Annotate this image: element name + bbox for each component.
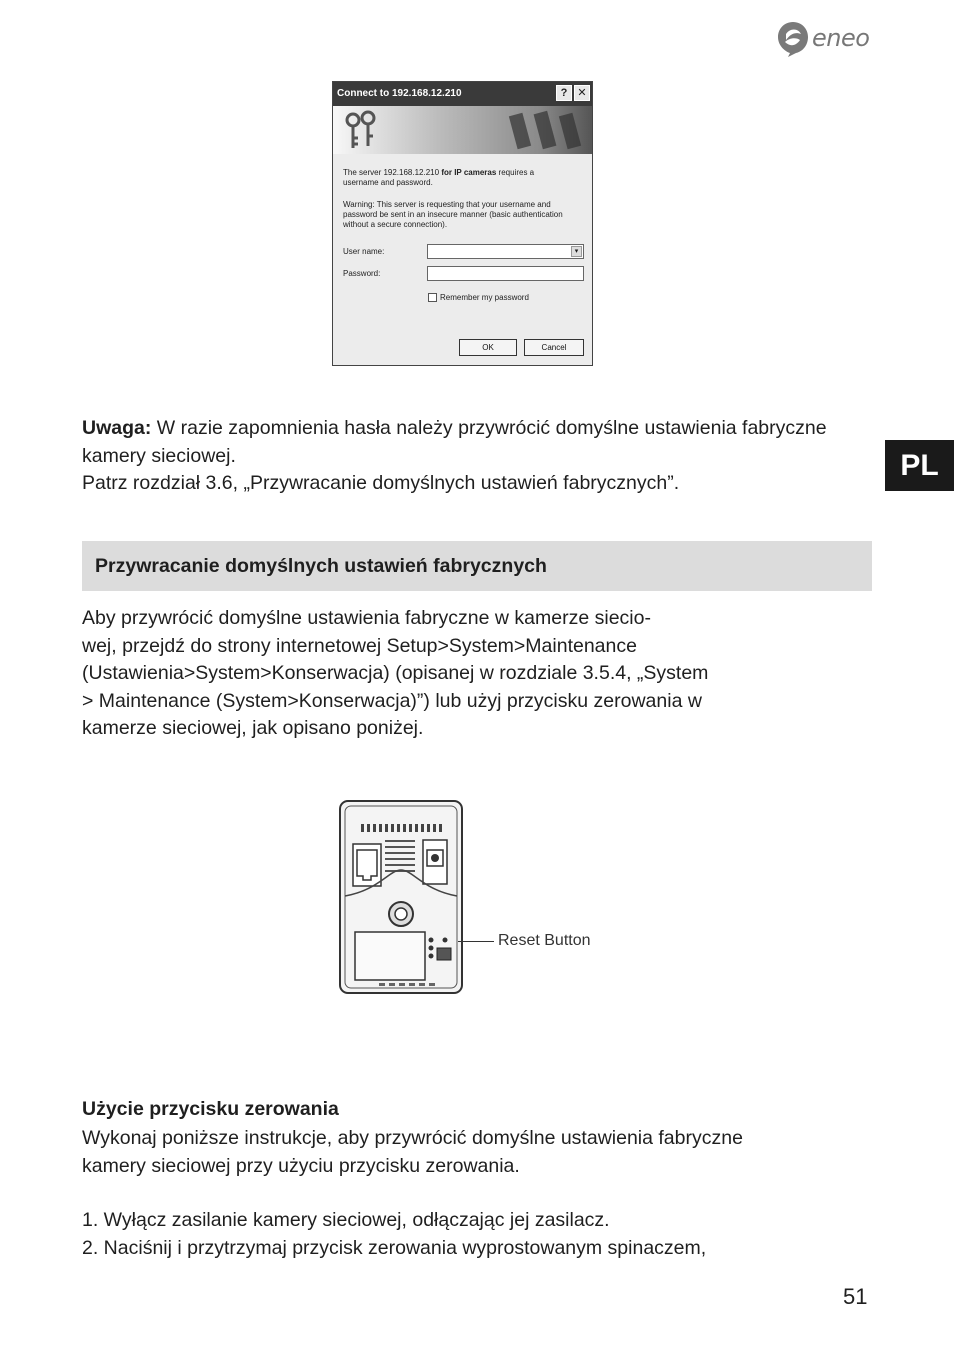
language-tab: PL: [885, 440, 954, 491]
usage-line: kamery sieciowej przy użyciu przycisku zerowania.: [82, 1154, 520, 1177]
note-paragraph: [82, 415, 882, 498]
server-text-3: requires a: [498, 168, 535, 177]
reset-callout-line: [458, 941, 494, 942]
password-input[interactable]: [427, 266, 584, 281]
server-text-2: for IP cameras: [441, 168, 497, 177]
dialog-title: Connect to 192.168.12.210: [333, 82, 592, 106]
server-text-4: username and password.: [343, 178, 433, 187]
eneo-logo-icon: [776, 20, 810, 58]
section-header: [82, 541, 872, 591]
section-line: kamerze sieciowej, jak opisano poniżej.: [82, 717, 424, 739]
page-number: 51: [843, 1284, 868, 1309]
section-paragraph: [82, 605, 882, 743]
server-text-1: The server 192.168.12.210: [343, 168, 440, 177]
keys-icon: [333, 106, 594, 154]
password-label: Password:: [343, 269, 381, 278]
ok-button[interactable]: OK: [459, 339, 517, 356]
note-label: Uwaga:: [82, 417, 152, 439]
section-title: Przywracanie domyślnych ustawień fabrycznych: [95, 555, 547, 577]
user-name-input[interactable]: [427, 244, 584, 259]
login-dialog: [332, 81, 593, 366]
warning-text: Warning: This server is requesting that your username and password be sent in an insecure manner (basic authentication without a secure connection).: [343, 200, 563, 229]
section-line: wej, przejdź do strony internetowej Setup>System>Maintenance: [82, 634, 637, 657]
step-item: 2. Naciśnij i przytrzymaj przycisk zerowania wyprostowanym spinaczem,: [82, 1236, 707, 1259]
user-name-label: User name:: [343, 247, 385, 256]
camera-back-illustration: [339, 800, 463, 994]
section-line: > Maintenance (System>Konserwacja)”) lub użyj przycisku zerowania w: [82, 689, 702, 712]
note-reference: Patrz rozdział 3.6, „Przywracanie domyślnych ustawień fabrycznych”.: [82, 472, 680, 494]
note-text: W razie zapomnienia hasła należy przywrócić domyślne ustawienia fabryczne kamery sieciowej.: [82, 417, 827, 467]
steps-list: [82, 1207, 882, 1262]
remember-label: Remember my password: [440, 293, 529, 302]
remember-checkbox[interactable]: [428, 293, 437, 302]
cancel-button[interactable]: Cancel: [524, 339, 584, 356]
reset-button-label: Reset Button: [498, 932, 591, 949]
brand-name: eneo: [812, 24, 870, 52]
usage-line: Wykonaj poniższe instrukcje, aby przywrócić domyślne ustawienia fabryczne: [82, 1127, 743, 1149]
dialog-banner: [333, 106, 592, 154]
step-item: 1. Wyłącz zasilanie kamery sieciowej, odłączając jej zasilacz.: [82, 1209, 610, 1231]
brand-logo: [776, 20, 876, 58]
usage-paragraph: [82, 1125, 882, 1180]
section-line: Aby przywrócić domyślne ustawienia fabryczne w kamerze siecio-: [82, 607, 651, 629]
chevron-down-icon[interactable]: ▾: [571, 246, 582, 257]
usage-heading: Użycie przycisku zerowania: [82, 1098, 339, 1120]
close-button[interactable]: ✕: [574, 85, 590, 101]
help-button[interactable]: ?: [556, 85, 572, 101]
section-line: (Ustawienia>System>Konserwacja) (opisanej w rozdziale 3.5.4, „System: [82, 662, 709, 684]
